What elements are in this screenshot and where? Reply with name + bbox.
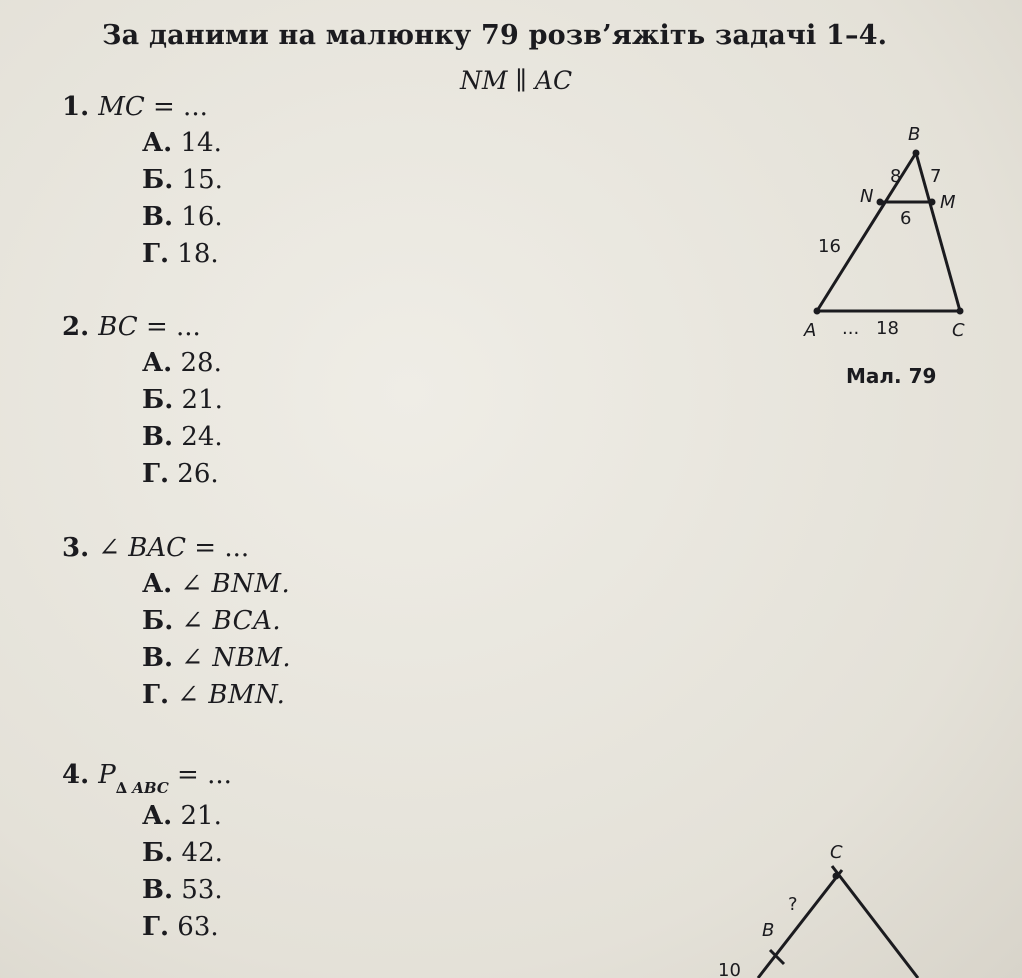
q1-option-a: А. 14. <box>142 128 222 158</box>
point-c-dot-bottom <box>833 873 840 880</box>
label-question: ? <box>788 894 798 915</box>
length-nm: 6 <box>900 208 912 229</box>
point-b-dot <box>913 150 920 157</box>
label-b: B <box>908 124 921 145</box>
q3-option-a: А. ∠ BNM. <box>142 569 291 599</box>
q3-option-b: Б. ∠ BCA. <box>142 606 282 636</box>
label-m: M <box>940 192 956 213</box>
length-ac: 18 <box>876 318 899 339</box>
length-bm: 7 <box>930 166 942 187</box>
q4-option-d: Г. 63. <box>142 912 219 942</box>
question-3: 3. ∠ BAC = ... <box>62 533 250 563</box>
label-a: A <box>804 320 817 341</box>
q2-option-c: В. 24. <box>142 422 223 452</box>
q4-option-c: В. 53. <box>142 875 223 905</box>
show-through-text <box>68 58 76 86</box>
point-m-dot <box>929 199 936 206</box>
label-n: N <box>860 186 874 207</box>
q4-option-b: Б. 42. <box>142 838 223 868</box>
question-4: 4. $P_{\Delta ABC}$ = ... <box>62 760 232 797</box>
point-a-dot <box>814 308 821 315</box>
next-figure-partial <box>710 830 940 978</box>
question-2: 2. BC = ... <box>62 312 201 342</box>
q3-option-c: В. ∠ NBM. <box>142 643 292 673</box>
length-an: 16 <box>818 236 841 257</box>
q1-option-d: Г. 18. <box>142 239 219 269</box>
parallel-condition: NM ∥ AC <box>460 66 573 95</box>
triangle-figure-79 <box>790 110 990 350</box>
q2-option-a: А. 28. <box>142 348 222 378</box>
q2-option-b: Б. 21. <box>142 385 223 415</box>
label-b-bottom: B <box>762 920 775 941</box>
length-ellipsis: ... <box>842 318 860 339</box>
label-ten: 10 <box>718 960 741 978</box>
task-header: За даними на малюнку 79 розв’яжіть задачі 1–4. <box>102 20 888 51</box>
q3-option-d: Г. ∠ BMN. <box>142 680 286 710</box>
q4-option-a: А. 21. <box>142 801 222 831</box>
point-c-dot <box>957 308 964 315</box>
q1-option-b: Б. 15. <box>142 165 223 195</box>
label-c: C <box>952 320 965 341</box>
label-c-bottom: C <box>830 842 843 863</box>
figure-caption: Мал. 79 <box>846 364 937 388</box>
q1-option-c: В. 16. <box>142 202 223 232</box>
length-bn: 8 <box>890 166 902 187</box>
line-right <box>832 866 918 978</box>
point-n-dot <box>877 199 884 206</box>
q2-option-d: Г. 26. <box>142 459 219 489</box>
question-1: 1. MC = ... <box>62 92 208 122</box>
